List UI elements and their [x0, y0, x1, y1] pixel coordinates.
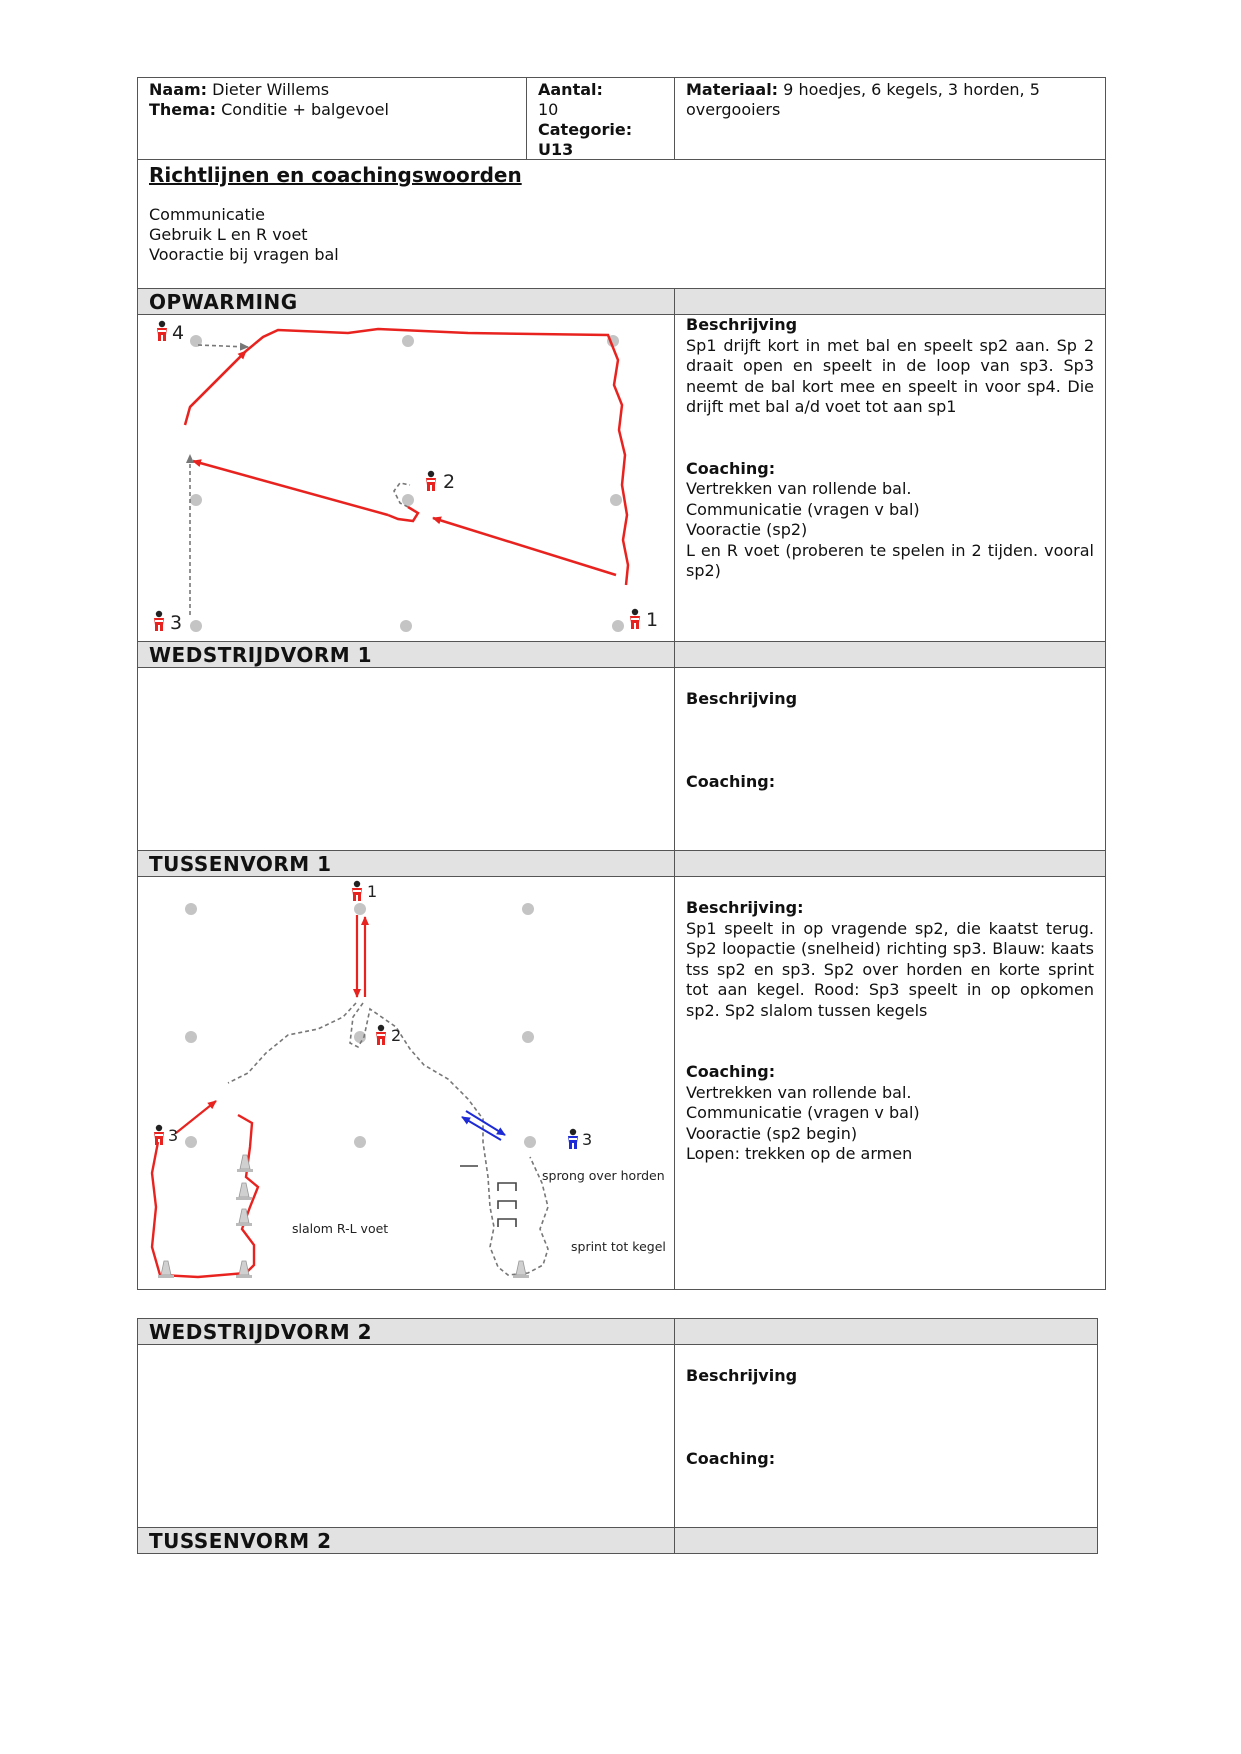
- aantal-value: 10: [538, 100, 559, 119]
- guideline-line: Vooractie bij vragen bal: [149, 245, 339, 264]
- run-path: [198, 345, 248, 347]
- wedstrijdvorm2-diagram-cell: [137, 1344, 675, 1528]
- description-label: Beschrijving: [686, 315, 798, 334]
- player-number: 1: [646, 609, 659, 631]
- coaching-line: Communicatie (vragen v bal): [686, 499, 920, 519]
- player-2: [376, 1025, 401, 1045]
- cones: [190, 335, 624, 632]
- coaching-line: Vooractie (sp2 begin): [686, 1123, 858, 1143]
- categorie-value: U13: [538, 140, 574, 159]
- coaching-line: Vertrekken van rollende bal.: [686, 479, 912, 498]
- wedstrijdvorm2-text-cell: [674, 1344, 1098, 1528]
- tussenvorm2-header: [137, 1527, 675, 1554]
- tussenvorm1-diagram-cell: [137, 876, 675, 1290]
- opwarming-header: [137, 288, 675, 315]
- thema-value: Conditie + balgevoel: [221, 100, 389, 119]
- wedstrijdvorm2-header: [137, 1318, 675, 1345]
- coaching-label: Coaching:: [686, 1448, 776, 1468]
- pass-arrow: [433, 518, 616, 575]
- wedstrijdvorm1-diagram-cell: [137, 667, 675, 851]
- cones: [185, 903, 536, 1148]
- tussenvorm1-title: TUSSENVORM 1: [149, 852, 332, 876]
- description-text: Sp1 speelt in op vragende sp2, die kaatst terug. Sp2 loopactie (snelheid) richting sp3. Blauw: kaats tss sp2 en sp3. Sp2 over horden en korte sprint tot aan kegel. Rood: Sp3 speelt in op opkomen sp2. Sp2 slalom tussen kegels: [686, 918, 1094, 1020]
- player-number: 4: [172, 322, 185, 344]
- header-materiaal-cell: [674, 77, 1106, 160]
- wedstrijdvorm2-header-right: [674, 1318, 1098, 1345]
- tussenvorm1-text-cell: [674, 876, 1106, 1290]
- guideline-line: Communicatie: [149, 205, 266, 224]
- label-slalom: slalom R-L voet: [292, 1221, 389, 1236]
- pass-arrow: [185, 351, 246, 425]
- header-aantal-cell: [526, 77, 675, 160]
- coaching-label: Coaching:: [686, 458, 776, 478]
- coaching-line: Vooractie (sp2): [686, 520, 808, 539]
- categorie-label: Categorie:: [538, 120, 633, 139]
- pass-arrow: [176, 1101, 216, 1133]
- wedstrijdvorm1-text-cell: [674, 667, 1106, 851]
- coaching-line: Lopen: trekken op de armen: [686, 1144, 913, 1163]
- player-2: [426, 471, 455, 493]
- coaching-label: Coaching:: [686, 771, 776, 791]
- description-label: Beschrijving:: [686, 898, 804, 917]
- thema-label: Thema:: [149, 100, 217, 119]
- opwarming-header-right: [674, 288, 1106, 315]
- player-number: 1: [367, 882, 378, 901]
- guideline-line: Gebruik L en R voet: [149, 225, 308, 244]
- dribble-curl: [388, 507, 418, 521]
- tussenvorm2-title: TUSSENVORM 2: [149, 1529, 332, 1553]
- player-number: 3: [582, 1130, 593, 1149]
- player-1: [630, 609, 658, 631]
- opwarming-title: OPWARMING: [149, 290, 298, 314]
- player-number: 3: [168, 1126, 179, 1145]
- tussenvorm1-header-right: [674, 850, 1106, 877]
- label-sprint: sprint tot kegel: [571, 1239, 666, 1254]
- naam-value: Dieter Willems: [212, 80, 330, 99]
- player-number: 2: [443, 471, 456, 493]
- player-number: 3: [170, 612, 183, 634]
- coaching-line: Communicatie (vragen v bal): [686, 1103, 920, 1122]
- tussenvorm1-diagram: [138, 877, 674, 1289]
- wedstrijdvorm1-title: WEDSTRIJDVORM 1: [149, 643, 373, 667]
- coaching-line: Vertrekken van rollende bal.: [686, 1082, 912, 1102]
- player-number: 2: [391, 1026, 402, 1045]
- coaching-label: Coaching:: [686, 1062, 776, 1081]
- label-horden: sprong over horden: [542, 1168, 665, 1183]
- tussenvorm1-header: [137, 850, 675, 877]
- description-label: Beschrijving: [686, 1366, 798, 1385]
- pass-arrow: [193, 461, 388, 515]
- player-3-red: [154, 1125, 178, 1145]
- wedstrijdvorm2-title: WEDSTRIJDVORM 2: [149, 1320, 373, 1344]
- guidelines-title: Richtlijnen en coachingswoorden: [149, 163, 522, 187]
- aantal-label: Aantal:: [538, 80, 603, 99]
- header-name-cell: [137, 77, 527, 160]
- opwarming-text-cell: [674, 314, 1106, 642]
- materiaal-value: 9 hoedjes, 6 kegels, 3 horden, 5 overgooiers: [686, 80, 1040, 119]
- tussenvorm2-header-right: [674, 1527, 1098, 1554]
- run-path: [228, 1003, 356, 1083]
- opwarming-diagram: [138, 315, 674, 641]
- description-text: Sp1 drijft kort in met bal en speelt sp2 aan. Sp 2 draait open en speelt in de loop van sp3. Sp3 neemt de bal kort mee en speelt in voor sp4. Die drijft met bal a/d voet tot aan sp1: [686, 335, 1094, 416]
- guidelines-section: [137, 159, 1106, 289]
- dribble-path: [246, 329, 628, 585]
- wedstrijdvorm1-header-right: [674, 641, 1106, 668]
- kegels: [158, 1155, 529, 1278]
- materiaal-label: Materiaal:: [686, 80, 779, 99]
- naam-label: Naam:: [149, 80, 208, 99]
- player-3-blue: [568, 1129, 592, 1149]
- player-3: [154, 611, 182, 634]
- description-label: Beschrijving: [686, 689, 798, 708]
- pass-arrow: [190, 351, 246, 407]
- coaching-line: L en R voet (proberen te spelen in 2 tijden. vooral sp2): [686, 540, 1094, 580]
- wedstrijdvorm1-header: [137, 641, 675, 668]
- opwarming-diagram-cell: [137, 314, 675, 642]
- player-4: [157, 321, 184, 344]
- player-1: [352, 881, 377, 901]
